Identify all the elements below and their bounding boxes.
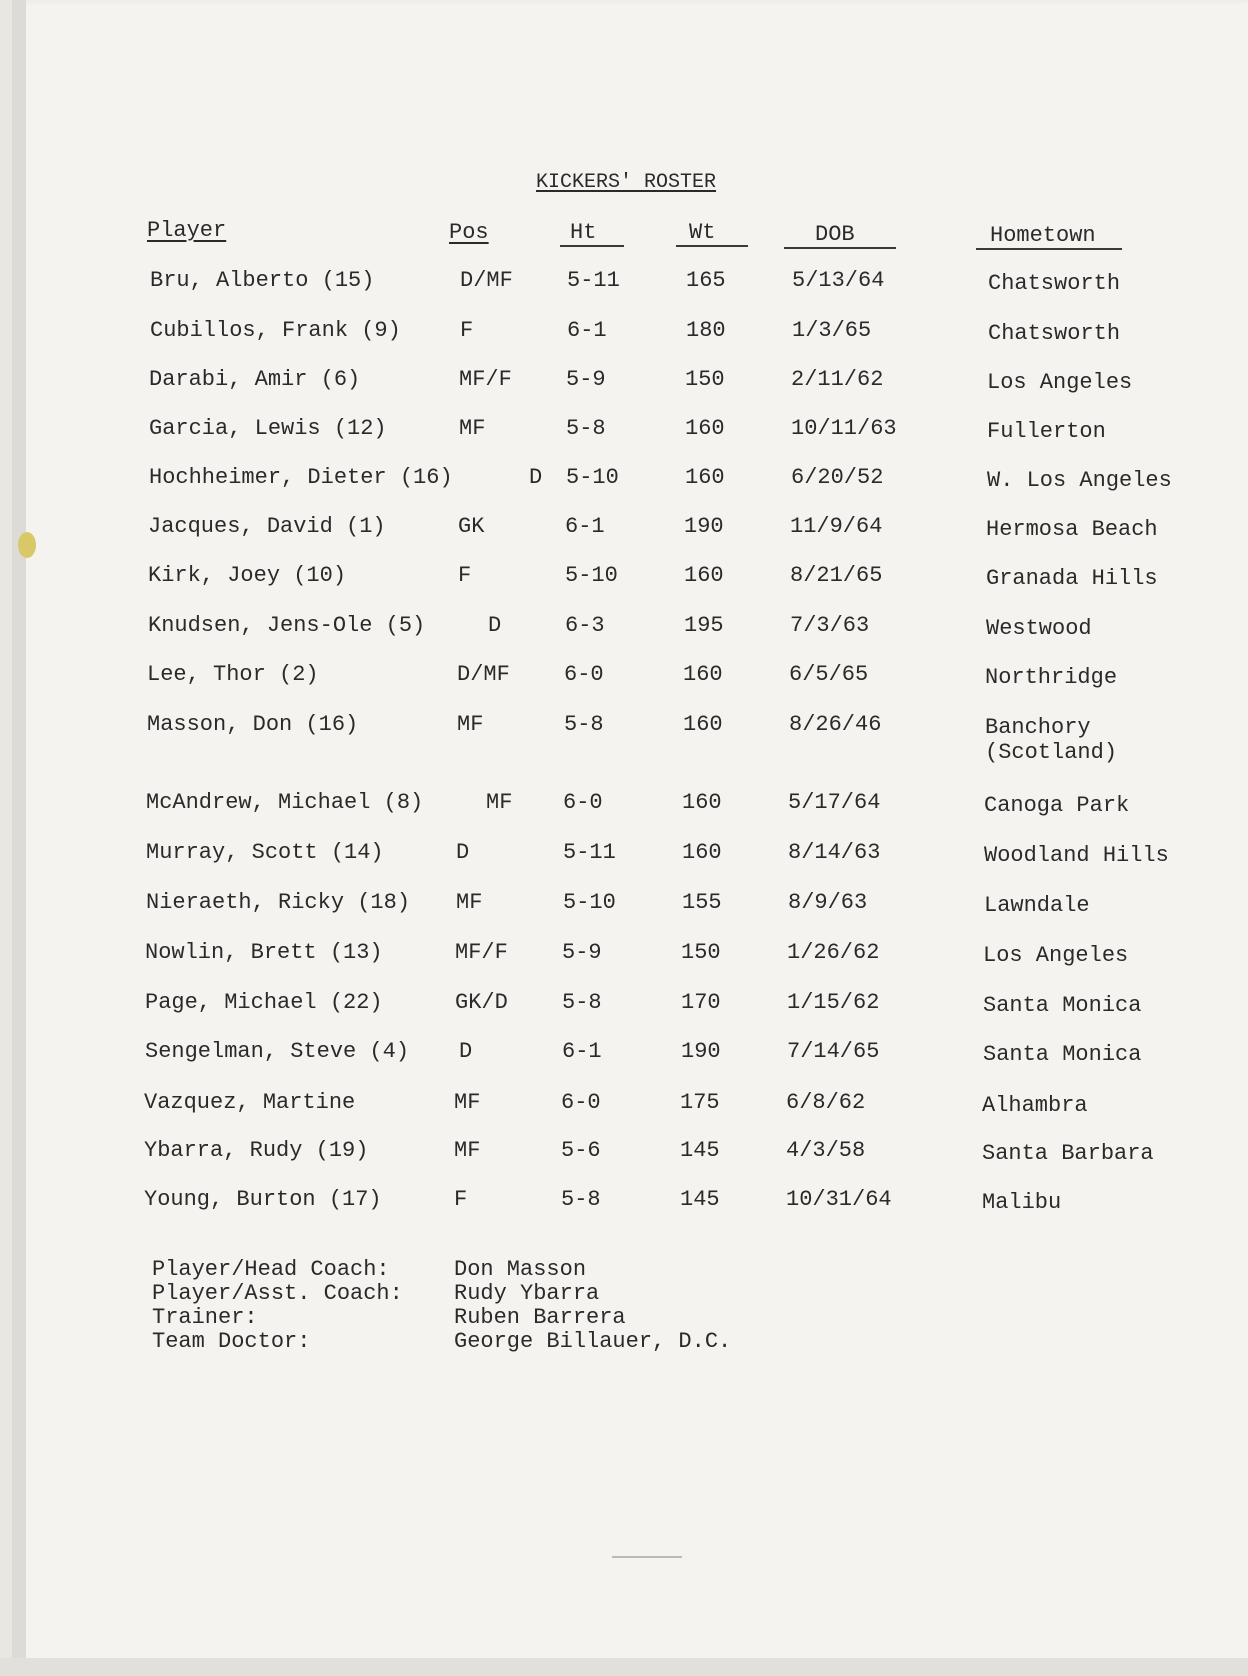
pos-cell: D: [456, 840, 470, 865]
player-cell: Young, Burton (17): [144, 1187, 382, 1212]
height-cell: 5-8: [564, 712, 604, 737]
staff-list: [152, 1258, 731, 1354]
player-cell: Masson, Don (16): [147, 712, 359, 737]
player-cell: Nieraeth, Ricky (18): [146, 890, 411, 915]
hometown-cell: Santa Barbara: [982, 1141, 1154, 1166]
height-cell: 5-8: [561, 1187, 601, 1212]
hometown-cell: Santa Monica: [983, 993, 1142, 1018]
height-cell: 6-1: [565, 514, 605, 539]
weight-cell: 190: [681, 1039, 721, 1064]
weight-cell: 150: [685, 367, 725, 392]
hometown-cell: Banchory: [985, 715, 1091, 740]
hometown-cell: W. Los Angeles: [987, 468, 1172, 493]
hometown-cell: Malibu: [982, 1190, 1062, 1215]
roster-title: KICKERS' ROSTER: [536, 171, 717, 194]
pos-cell: MF: [454, 1090, 481, 1115]
staff-role: Player/Head Coach:: [152, 1257, 390, 1282]
dob-cell: 4/3/58: [786, 1138, 866, 1163]
weight-cell: 160: [683, 712, 723, 737]
height-cell: 5-11: [567, 268, 620, 293]
staff-role: Trainer:: [152, 1305, 258, 1330]
hometown-cell: Chatsworth: [988, 321, 1121, 346]
dob-cell: 1/3/65: [792, 318, 872, 343]
header-wt: Wt: [689, 220, 716, 245]
dob-cell: 7/3/63: [790, 613, 870, 638]
dob-cell: 6/20/52: [791, 465, 884, 490]
staff-name: Ruben Barrera: [454, 1305, 626, 1330]
dob-cell: 10/31/64: [786, 1187, 892, 1212]
dob-cell: 8/14/63: [788, 840, 881, 865]
height-cell: 5-11: [563, 840, 616, 865]
hometown-cell: Los Angeles: [987, 370, 1133, 395]
hometown-cell: Alhambra: [982, 1093, 1088, 1118]
weight-cell: 145: [680, 1138, 720, 1163]
height-cell: 6-1: [562, 1039, 602, 1064]
dob-cell: 11/9/64: [790, 514, 883, 539]
pos-cell: D/MF: [460, 268, 513, 293]
weight-cell: 145: [680, 1187, 720, 1212]
hometown-cell: Chatsworth: [988, 271, 1121, 296]
staff-row: [152, 1330, 731, 1354]
pos-cell: D: [488, 613, 502, 638]
header-pos: Pos: [449, 220, 489, 245]
weight-cell: 195: [684, 613, 724, 638]
weight-cell: 165: [686, 268, 726, 293]
header-player: Player: [147, 218, 227, 243]
dob-cell: 1/15/62: [787, 990, 880, 1015]
player-cell: Cubillos, Frank (9): [150, 318, 401, 343]
weight-cell: 175: [680, 1090, 720, 1115]
pos-cell: F: [454, 1187, 468, 1212]
hometown-cell: Woodland Hills: [984, 843, 1169, 868]
pos-cell: MF: [454, 1138, 481, 1163]
hometown-cell: Hermosa Beach: [986, 517, 1158, 542]
height-cell: 5-9: [562, 940, 602, 965]
player-cell: Ybarra, Rudy (19): [144, 1138, 369, 1163]
player-cell: Bru, Alberto (15): [150, 268, 375, 293]
pos-cell: MF/F: [459, 367, 512, 392]
player-cell: Murray, Scott (14): [146, 840, 384, 865]
hometown-cell: Granada Hills: [986, 566, 1158, 591]
header-hometown: Hometown: [990, 223, 1096, 248]
weight-cell: 160: [685, 416, 725, 441]
pos-cell: MF: [459, 416, 486, 441]
player-cell: Knudsen, Jens-Ole (5): [148, 613, 426, 638]
weight-cell: 180: [686, 318, 726, 343]
height-cell: 5-10: [563, 890, 616, 915]
dob-cell: 5/17/64: [788, 790, 881, 815]
player-cell: Page, Michael (22): [145, 990, 383, 1015]
dob-cell: 10/11/63: [791, 416, 897, 441]
dob-cell: 5/13/64: [792, 268, 885, 293]
hometown-cell: Santa Monica: [983, 1042, 1142, 1067]
header-hometown-underline: [976, 248, 1122, 250]
pos-cell: GK/D: [455, 990, 508, 1015]
hometown-cell: Canoga Park: [984, 793, 1130, 818]
weight-cell: 160: [682, 840, 722, 865]
pos-cell: MF: [486, 790, 513, 815]
height-cell: 6-3: [565, 613, 605, 638]
player-cell: Nowlin, Brett (13): [145, 940, 383, 965]
page: [12, 0, 1248, 1676]
header-ht-underline: [560, 245, 624, 247]
player-cell: Jacques, David (1): [148, 514, 386, 539]
pos-cell: MF/F: [455, 940, 508, 965]
hometown-cell: Lawndale: [984, 893, 1090, 918]
weight-cell: 160: [685, 465, 725, 490]
height-cell: 6-0: [561, 1090, 601, 1115]
dob-cell: 6/8/62: [786, 1090, 866, 1115]
pos-cell: MF: [457, 712, 484, 737]
dob-cell: 1/26/62: [787, 940, 880, 965]
staff-name: Rudy Ybarra: [454, 1281, 600, 1306]
weight-cell: 160: [683, 662, 723, 687]
weight-cell: 160: [682, 790, 722, 815]
player-cell: Lee, Thor (2): [147, 662, 319, 687]
staff-role: Team Doctor:: [152, 1329, 311, 1354]
height-cell: 5-10: [566, 465, 619, 490]
pos-cell: D: [459, 1039, 473, 1064]
weight-cell: 190: [684, 514, 724, 539]
staff-row: [152, 1306, 731, 1330]
dob-cell: 8/26/46: [789, 712, 882, 737]
height-cell: 5-10: [565, 563, 618, 588]
player-cell: Kirk, Joey (10): [148, 563, 347, 588]
dob-cell: 7/14/65: [787, 1039, 880, 1064]
pos-cell: D/MF: [457, 662, 510, 687]
dob-cell: 6/5/65: [789, 662, 869, 687]
player-cell: Sengelman, Steve (4): [145, 1039, 410, 1064]
player-cell: Vazquez, Martine: [144, 1090, 356, 1115]
height-cell: 6-1: [567, 318, 607, 343]
hometown-cell: Northridge: [985, 665, 1118, 690]
hometown-cell: Los Angeles: [983, 943, 1129, 968]
dob-cell: 8/21/65: [790, 563, 883, 588]
faint-mark: [612, 1556, 682, 1558]
staff-name: George Billauer, D.C.: [454, 1329, 732, 1354]
height-cell: 6-0: [564, 662, 604, 687]
player-cell: Garcia, Lewis (12): [149, 416, 387, 441]
header-dob-underline: [784, 247, 896, 249]
staff-row: [152, 1258, 731, 1282]
height-cell: 5-8: [562, 990, 602, 1015]
hometown-cell-line2: (Scotland): [985, 740, 1118, 765]
pos-cell: F: [458, 563, 472, 588]
player-cell: Hochheimer, Dieter (16): [149, 465, 453, 490]
dob-cell: 2/11/62: [791, 367, 884, 392]
header-dob: DOB: [815, 222, 855, 247]
pos-cell: D: [529, 465, 543, 490]
header-ht: Ht: [570, 220, 597, 245]
weight-cell: 160: [684, 563, 724, 588]
hometown-cell: Fullerton: [987, 419, 1106, 444]
header-wt-underline: [676, 245, 748, 247]
height-cell: 5-8: [566, 416, 606, 441]
weight-cell: 155: [682, 890, 722, 915]
weight-cell: 170: [681, 990, 721, 1015]
paper-edge: [12, 0, 26, 1676]
player-cell: Darabi, Amir (6): [149, 367, 361, 392]
staff-row: [152, 1282, 731, 1306]
height-cell: 5-6: [561, 1138, 601, 1163]
height-cell: 6-0: [563, 790, 603, 815]
player-cell: McAndrew, Michael (8): [146, 790, 424, 815]
dob-cell: 8/9/63: [788, 890, 868, 915]
pos-cell: GK: [458, 514, 485, 539]
scan-bottom-strip: [0, 1658, 1248, 1676]
height-cell: 5-9: [566, 367, 606, 392]
pos-cell: F: [460, 318, 474, 343]
pos-cell: MF: [456, 890, 483, 915]
staff-role: Player/Asst. Coach:: [152, 1281, 403, 1306]
staff-name: Don Masson: [454, 1257, 587, 1282]
weight-cell: 150: [681, 940, 721, 965]
staple-mark: [18, 532, 36, 558]
hometown-cell: Westwood: [986, 616, 1092, 641]
